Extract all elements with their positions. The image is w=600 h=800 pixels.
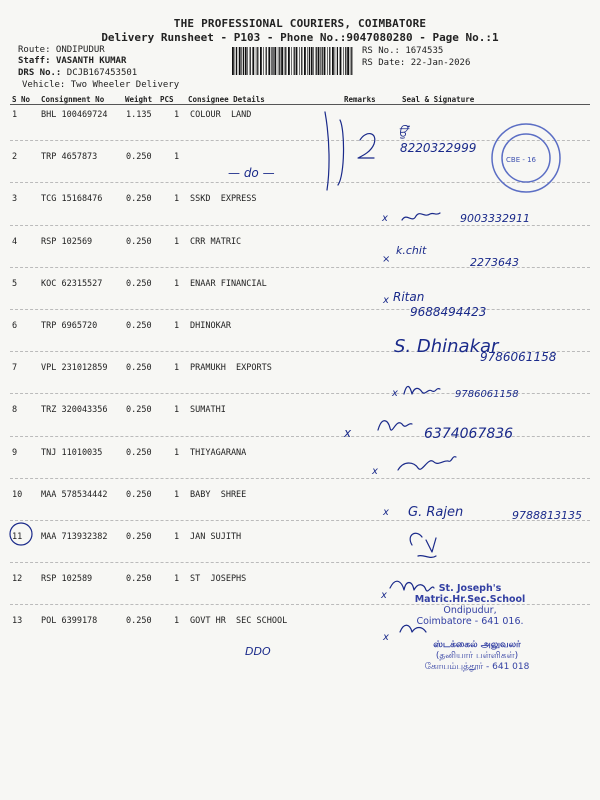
row-pcs: 1	[174, 194, 180, 205]
row-consignee: PRAMUKH EXPORTS	[190, 363, 272, 374]
name-row5: Ritan	[393, 290, 425, 304]
row-consignee: GOVT HR SEC SCHOOL	[190, 616, 288, 627]
row-weight: 0.250	[126, 574, 152, 585]
row-weight: 0.250	[126, 321, 152, 331]
name-row10: G. Rajen	[408, 505, 464, 520]
company-title: THE PROFESSIONAL COURIERS, COIMBATORE	[173, 17, 427, 30]
row-pcs: 1	[174, 278, 180, 289]
row-sno: 6	[12, 321, 18, 331]
row-consignee: BABY SHREE	[190, 489, 247, 500]
row-consignment-no: TCG 15168476	[41, 194, 103, 205]
school-stamp	[390, 583, 550, 627]
row-pcs: 1	[174, 321, 180, 331]
row-pcs: 1	[174, 447, 180, 458]
row-consignee: ENAAR FINANCIAL	[190, 278, 267, 289]
bracket-mark	[325, 112, 329, 190]
mark-row7: x	[392, 388, 398, 399]
row-consignee: CRR MATRIC	[190, 236, 242, 247]
col-consignment: Consignment No	[41, 95, 105, 104]
govt-stamp	[402, 640, 552, 673]
staff-name: VASANTH KUMAR	[55, 56, 127, 66]
row-sno: 2	[12, 152, 18, 163]
mark-row10: x	[383, 507, 389, 518]
row-weight: 0.250	[126, 194, 152, 205]
col-pcs: PCS	[160, 95, 174, 104]
phone-row6: 9786061158	[480, 350, 557, 364]
mark-row4: ×	[382, 254, 391, 265]
name-row6: S. Dhinakar	[394, 336, 499, 357]
phone-row8: 6374067836	[424, 426, 514, 442]
circled-two	[358, 134, 375, 158]
signature-row7	[404, 386, 440, 394]
phone-row3: 9003332911	[460, 212, 530, 225]
drs-value: DCJB167453501	[66, 68, 138, 78]
ditto-mark: — do —	[228, 166, 275, 180]
govt-stamp-line2: (தனியார் பள்ளிகள்)	[435, 651, 519, 661]
govt-stamp-line1: ஸ்டக்கைல் அலுவலர்	[433, 640, 521, 650]
row-sno: 4	[12, 236, 18, 247]
signature-row11	[410, 533, 436, 557]
row-consignment-no: MAA 713932382	[41, 532, 108, 542]
mark-row12: x	[381, 590, 387, 601]
row-consignment-no: KOC 62315527	[41, 278, 103, 289]
row-consignment-no: RSP 102569	[41, 236, 93, 247]
row-consignment-no: VPL 231012859	[41, 363, 108, 374]
col-seal-signature: Seal & Signature	[402, 95, 475, 104]
col-remarks: Remarks	[344, 95, 376, 104]
row-sno: 9	[12, 447, 18, 458]
phone-row5: 9688494423	[410, 305, 487, 319]
row-weight: 0.250	[126, 152, 152, 163]
name-row4: k.chit	[396, 244, 427, 257]
row-sno: 7	[12, 363, 18, 374]
col-consignee: Consignee Details	[188, 95, 265, 104]
phone-row1: 8220322999	[400, 141, 477, 155]
mark-row13: x	[383, 632, 389, 643]
row-weight: 0.250	[126, 278, 152, 289]
row-consignment-no: BHL 100469724	[41, 110, 108, 120]
row-consignee: ST JOSEPHS	[190, 574, 247, 585]
row-weight: 0.250	[126, 236, 152, 247]
row-consignment-no: MAA 578534442	[41, 489, 108, 500]
row-pcs: 1	[174, 152, 180, 163]
row-sno: 13	[12, 616, 23, 627]
school-stamp-name: St. Joseph's Matric.Hr.Sec.School	[414, 583, 526, 605]
col-sno: S No	[12, 95, 31, 104]
bracket-mark-2	[338, 120, 344, 185]
row-sno: 12	[12, 574, 23, 585]
row-sno: 1	[12, 110, 18, 120]
row-sno: 10	[12, 489, 23, 500]
row-consignment-no: TRP 4657873	[41, 152, 98, 163]
row-consignment-no: TRP 6965720	[41, 321, 98, 331]
row-consignee: THIYAGARANA	[190, 447, 247, 458]
rs-number: RS No.: 1674535	[362, 46, 444, 56]
courier-round-stamp	[492, 124, 560, 192]
drs-label: DRS No.:	[18, 68, 62, 78]
runsheet-title: Delivery Runsheet - P103 - Phone No.:9047080280 - Page No.:1	[101, 31, 499, 44]
route-label: Route: ONDIPUDUR	[18, 45, 105, 55]
signature-row1: ਉਂ	[398, 125, 408, 140]
row-consignee: DHINOKAR	[190, 321, 231, 331]
row-weight: 0.250	[126, 489, 152, 500]
signature-row8	[378, 421, 412, 430]
row-weight: 0.250	[126, 405, 152, 416]
row-consignee: SSKD EXPRESS	[190, 194, 257, 205]
row-weight: 0.250	[126, 532, 152, 542]
staff-label: Staff:	[18, 56, 51, 66]
mark-row5: x	[383, 295, 389, 306]
row-sno: 11	[12, 532, 23, 542]
signature-row3	[402, 213, 440, 220]
rs-date: RS Date: 22-Jan-2026	[362, 58, 471, 68]
mark-row9: x	[372, 466, 378, 477]
row-sno: 5	[12, 278, 18, 289]
note-row13: DDO	[245, 645, 271, 658]
col-weight: Weight	[125, 95, 153, 104]
row-sno: 3	[12, 194, 18, 205]
row-consignee: SUMATHI	[190, 405, 226, 416]
row-weight: 0.250	[126, 363, 152, 374]
row-pcs: 1	[174, 616, 180, 627]
circled-row11	[10, 523, 32, 545]
row-consignee: COLOUR LAND	[190, 110, 252, 120]
row-pcs: 1	[174, 236, 180, 247]
row-sno: 8	[12, 405, 18, 416]
row-consignment-no: TRZ 320043356	[41, 405, 108, 416]
row-pcs: 1	[174, 363, 180, 374]
phone-row7: 9786061158	[455, 389, 519, 400]
school-stamp-place: Ondipudur,	[443, 605, 497, 616]
row-pcs: 1	[174, 532, 180, 542]
row-consignment-no: POL 6399178	[41, 616, 98, 627]
govt-stamp-line3: கோயம்புத்தூர் - 641 018	[424, 662, 530, 672]
mark-row8: x	[344, 426, 352, 440]
row-consignment-no: RSP 102589	[41, 574, 93, 585]
vehicle-label: Vehicle: Two Wheeler Delivery	[22, 80, 180, 90]
school-stamp-city: Coimbatore - 641 016.	[416, 616, 524, 627]
signature-row9	[398, 457, 456, 470]
row-weight: 0.250	[126, 616, 152, 627]
mark-row3: x	[382, 213, 388, 224]
row-weight: 1.135	[126, 110, 152, 120]
row-pcs: 1	[174, 574, 180, 585]
stamp-date: CBE - 16	[506, 156, 536, 164]
row-weight: 0.250	[126, 447, 152, 458]
row-consignment-no: TNJ 11010035	[41, 447, 103, 458]
phone-row4: 2273643	[470, 256, 519, 269]
row-pcs: 1	[174, 489, 180, 500]
row-pcs: 1	[174, 110, 180, 120]
row-pcs: 1	[174, 405, 180, 416]
phone-row10: 9788813135	[512, 509, 582, 522]
row-consignee: JAN SUJITH	[190, 532, 242, 542]
